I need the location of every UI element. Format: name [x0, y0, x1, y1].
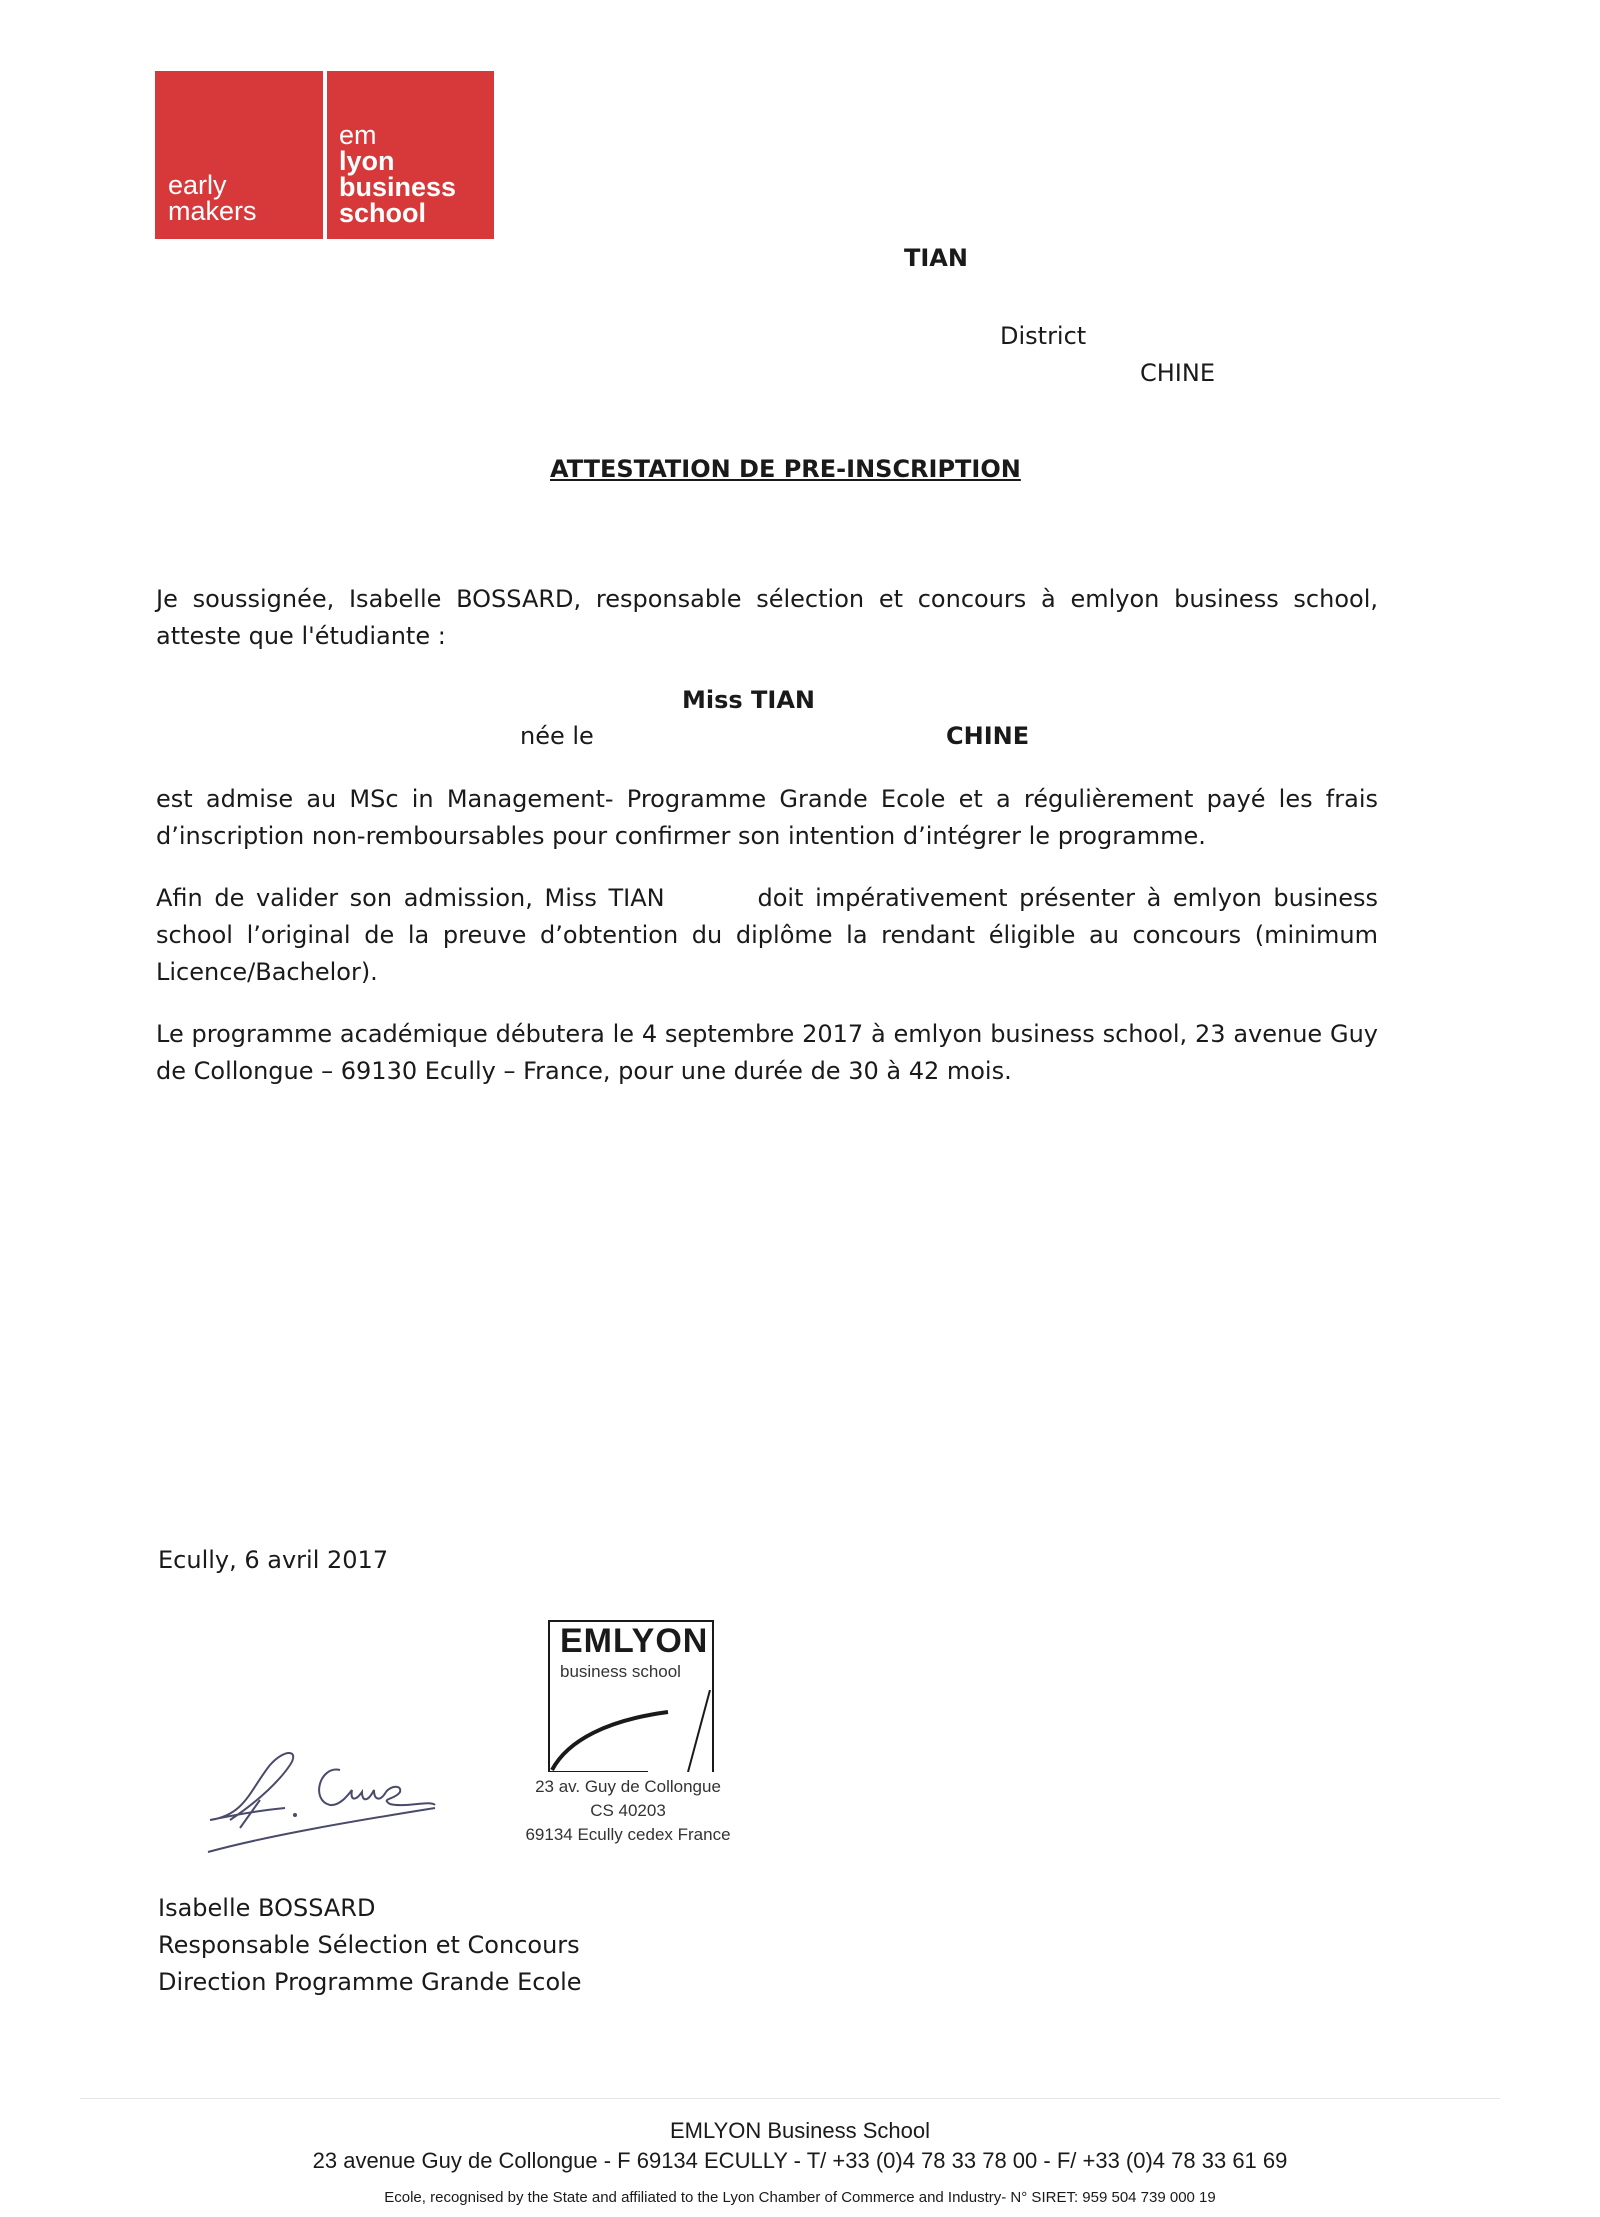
stamp-swoosh-icon — [548, 1690, 714, 1772]
validation-lead: Afin de valider son admission, Miss TIAN — [156, 884, 665, 912]
footer-legal: Ecole, recognised by the State and affiliated to the Lyon Chamber of Commerce and Industry- N° SIRET: 959 504 739 000 19 — [384, 2189, 1216, 2206]
recipient-name: TIAN — [904, 244, 968, 272]
signatory-role: Responsable Sélection et Concours — [158, 1931, 580, 1959]
validation-body: doit impérativement présenter à emlyon business school l’original de la preuve d’obtention du diplôme la rendant éligible au concours (minimum Licence/Bachelor). — [156, 884, 1379, 986]
footer-organization: EMLYON Business School — [669, 2118, 931, 2143]
recipient-district: District — [1000, 322, 1087, 350]
intro-paragraph: Je soussignée, Isabelle BOSSARD, responsable sélection et concours à emlyon business school, atteste que l'étudiante : — [156, 585, 1378, 650]
admission-paragraph: est admise au MSc in Management- Programme Grande Ecole et a régulièrement payé les frais d’inscription non-remboursables pour confirmer son intention d’intégrer le programme. — [156, 785, 1378, 850]
program-start-paragraph: Le programme académique débutera le 4 septembre 2017 à emlyon business school, 23 avenue Guy de Collongue – 69130 Ecully – France, pour une durée de 30 à 42 mois. — [156, 1020, 1378, 1085]
recipient-country: CHINE — [1140, 359, 1215, 387]
handwritten-signature — [190, 1720, 450, 1860]
footer-divider — [80, 2098, 1500, 2099]
logo-divider — [323, 71, 327, 239]
born-label: née le — [520, 722, 594, 750]
signatory-block — [158, 1890, 582, 2001]
place-date: Ecully, 6 avril 2017 — [158, 1546, 389, 1574]
stamp-title: EMLYON — [560, 1622, 709, 1660]
born-country: CHINE — [946, 722, 1030, 750]
signatory-department: Direction Programme Grande Ecole — [158, 1968, 582, 1996]
document-title: ATTESTATION DE PRE-INSCRIPTION — [550, 455, 1021, 483]
stamp-address: 23 av. Guy de Collongue CS 40203 69134 Ecully cedex France — [525, 1777, 731, 1844]
logo-tagline: early makers — [168, 170, 257, 226]
validation-paragraph — [156, 880, 1378, 991]
signatory-name: Isabelle BOSSARD — [158, 1894, 376, 1922]
student-name: Miss TIAN — [682, 686, 815, 714]
footer-address: 23 avenue Guy de Collongue - F 69134 ECULLY - T/ +33 (0)4 78 33 78 00 - F/ +33 (0)4 78 33 61 69 — [312, 2148, 1288, 2173]
emlyon-logo — [155, 71, 494, 239]
logo-wordmark: em lyon business school — [339, 120, 457, 228]
stamp-subtitle: business school — [560, 1662, 681, 1681]
